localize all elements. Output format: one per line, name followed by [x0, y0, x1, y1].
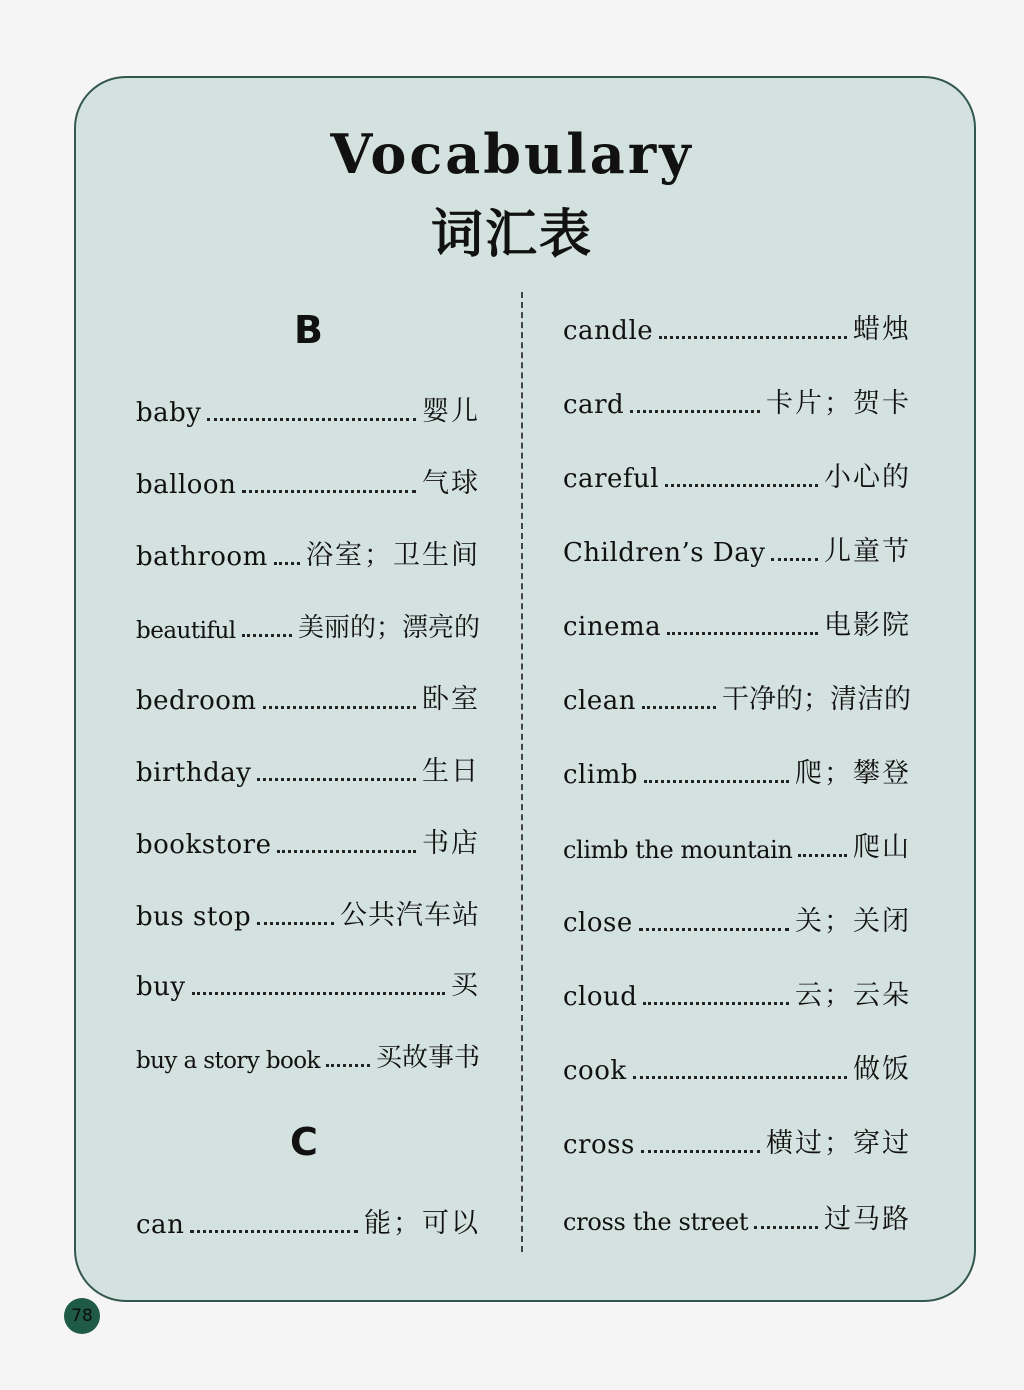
vocab-word: cinema	[563, 612, 662, 642]
vocab-word: baby	[136, 398, 202, 428]
vocab-meaning: 买故事书	[375, 1043, 480, 1073]
leader-dots	[190, 1216, 358, 1233]
vocab-word: birthday	[136, 758, 252, 788]
vocab-meaning: 浴室；卫生间	[306, 540, 480, 571]
leader-dots	[633, 1062, 847, 1079]
vocab-word: buy	[136, 972, 186, 1002]
vocab-meaning: 蜡烛	[853, 314, 911, 345]
vocab-word: close	[563, 908, 633, 938]
vocab-word: can	[136, 1210, 185, 1240]
vocab-meaning: 儿童节	[824, 536, 911, 567]
leader-dots	[207, 404, 416, 421]
vocab-meaning: 电影院	[824, 610, 911, 641]
vocab-entry	[136, 604, 480, 644]
vocab-word: cross	[563, 1130, 635, 1160]
page-number: 78	[64, 1298, 100, 1334]
vocab-word: cook	[563, 1056, 627, 1086]
leader-dots	[257, 908, 334, 925]
vocab-word: Children’s Day	[563, 538, 766, 568]
vocab-entry	[563, 602, 911, 642]
leader-dots	[630, 396, 760, 413]
vocab-meaning: 美丽的；漂亮的	[297, 613, 480, 643]
vocab-meaning: 卡片；贺卡	[766, 388, 911, 419]
leader-dots	[644, 766, 789, 783]
vocab-word: card	[563, 390, 625, 420]
vocab-meaning: 干净的；清洁的	[722, 684, 911, 715]
vocab-entry	[136, 1200, 480, 1240]
page-title: Vocabulary	[330, 122, 694, 186]
vocab-word: bookstore	[136, 830, 272, 860]
leader-dots	[277, 836, 416, 853]
vocab-meaning: 买	[451, 970, 480, 1001]
vocab-meaning: 生日	[422, 756, 480, 787]
vocab-entry	[136, 962, 480, 1002]
vocab-meaning: 公共汽车站	[340, 900, 480, 931]
vocab-meaning: 做饭	[853, 1054, 911, 1085]
vocab-meaning: 爬；攀登	[795, 758, 911, 789]
vocab-word: climb the mountain	[563, 836, 793, 864]
vocab-entry	[563, 898, 911, 938]
vocab-meaning: 婴儿	[422, 396, 480, 427]
section-letter-b: B	[294, 308, 323, 352]
vocab-entry	[136, 748, 480, 788]
column-divider	[521, 292, 523, 1252]
vocab-meaning: 书店	[422, 828, 480, 859]
vocab-word: bedroom	[136, 686, 257, 716]
vocab-entry	[563, 454, 911, 494]
vocab-entry	[136, 388, 480, 428]
leader-dots	[639, 914, 789, 931]
vocab-entry	[563, 1046, 911, 1086]
vocab-word: bathroom	[136, 542, 268, 572]
vocab-entry	[136, 820, 480, 860]
vocab-word: beautiful	[136, 618, 236, 644]
leader-dots	[263, 692, 416, 709]
vocab-word: careful	[563, 464, 660, 494]
vocab-entry	[563, 824, 911, 864]
vocab-meaning: 卧室	[422, 684, 480, 715]
leader-dots	[667, 618, 818, 635]
vocab-entry	[563, 750, 911, 790]
leader-dots	[242, 620, 292, 637]
leader-dots	[326, 1050, 370, 1067]
vocab-entry	[136, 460, 480, 500]
leader-dots	[641, 1136, 760, 1153]
leader-dots	[242, 476, 416, 493]
vocab-meaning: 云；云朵	[795, 980, 911, 1011]
leader-dots	[754, 1212, 818, 1229]
leader-dots	[642, 692, 716, 709]
leader-dots	[192, 978, 445, 995]
vocab-meaning: 气球	[422, 468, 480, 499]
vocab-entry	[563, 380, 911, 420]
vocab-meaning: 能；可以	[364, 1208, 480, 1239]
vocab-entry	[563, 972, 911, 1012]
vocab-word: cloud	[563, 982, 638, 1012]
vocab-entry	[136, 892, 480, 932]
leader-dots	[771, 544, 818, 561]
vocab-meaning: 小心的	[824, 462, 911, 493]
vocab-word: cross the street	[563, 1208, 749, 1236]
vocab-meaning: 过马路	[824, 1204, 911, 1235]
vocab-meaning: 爬山	[853, 832, 911, 863]
vocab-entry	[563, 306, 911, 346]
leader-dots	[665, 470, 818, 487]
leader-dots	[257, 764, 416, 781]
leader-dots	[274, 548, 300, 565]
vocab-word: balloon	[136, 470, 237, 500]
vocab-entry	[563, 528, 911, 568]
vocab-word: bus stop	[136, 902, 252, 932]
vocab-entry	[136, 532, 480, 572]
vocab-meaning: 横过；穿过	[766, 1128, 911, 1159]
vocab-meaning: 关；关闭	[795, 906, 911, 937]
vocab-entry	[136, 1034, 480, 1074]
leader-dots	[643, 988, 789, 1005]
vocab-entry	[563, 1196, 911, 1236]
section-letter-c: C	[290, 1120, 318, 1164]
page-subtitle: 词汇表	[430, 205, 593, 265]
vocab-entry	[563, 1120, 911, 1160]
vocab-word: climb	[563, 760, 638, 790]
vocab-entry	[563, 676, 911, 716]
vocab-word: clean	[563, 686, 637, 716]
vocab-word: buy a story book	[136, 1048, 320, 1074]
vocab-word: candle	[563, 316, 654, 346]
leader-dots	[798, 840, 847, 857]
leader-dots	[659, 322, 847, 339]
vocab-entry	[136, 676, 480, 716]
